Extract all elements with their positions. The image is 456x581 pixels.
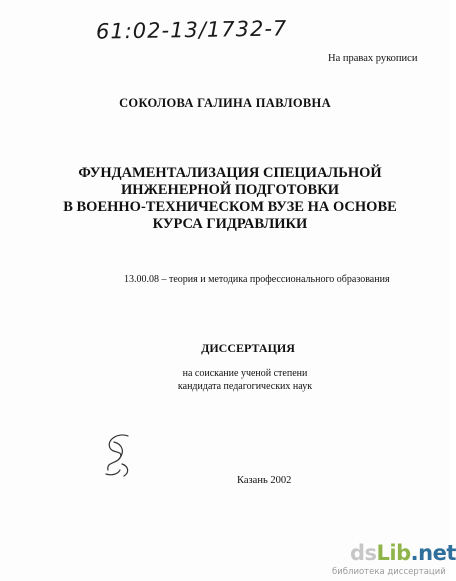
specialty-code: 13.00.08 – теория и методика профессионального образования [124,274,390,285]
title-line: КУРСА ГИДРАВЛИКИ [152,216,308,232]
degree-line-2: кандидата педагогических наук [177,381,313,392]
dslib-logo-text [350,541,456,565]
archive-number-handwritten: 61:02-13/1732-7 [95,16,288,44]
logo-net: .net [410,541,456,565]
logo-tagline: библиотека диссертаций [332,567,446,577]
signature-mark [98,430,140,480]
logo-ds: ds [350,541,377,565]
title-line: ИНЖЕНЕРНОЙ ПОДГОТОВКИ [120,182,339,198]
author-name: СОКОЛОВА ГАЛИНА ПАВЛОВНА [119,96,331,110]
dissertation-title [60,165,400,233]
logo-lib: Lib [376,541,411,565]
dslib-logo [330,541,456,579]
title-line: ФУНДАМЕНТАЛИЗАЦИЯ СПЕЦИАЛЬНОЙ [78,165,382,181]
document-type-heading: ДИССЕРТАЦИЯ [201,341,295,355]
rights-note: На правах рукописи [328,53,418,64]
degree-line-1: на соискание ученой степени [182,368,308,379]
handwritten-signature [98,430,140,480]
title-line: В ВОЕННО-ТЕХНИЧЕСКОМ ВУЗЕ НА ОСНОВЕ [63,199,397,215]
city-year: Казань 2002 [237,475,292,486]
degree-description [0,367,450,393]
